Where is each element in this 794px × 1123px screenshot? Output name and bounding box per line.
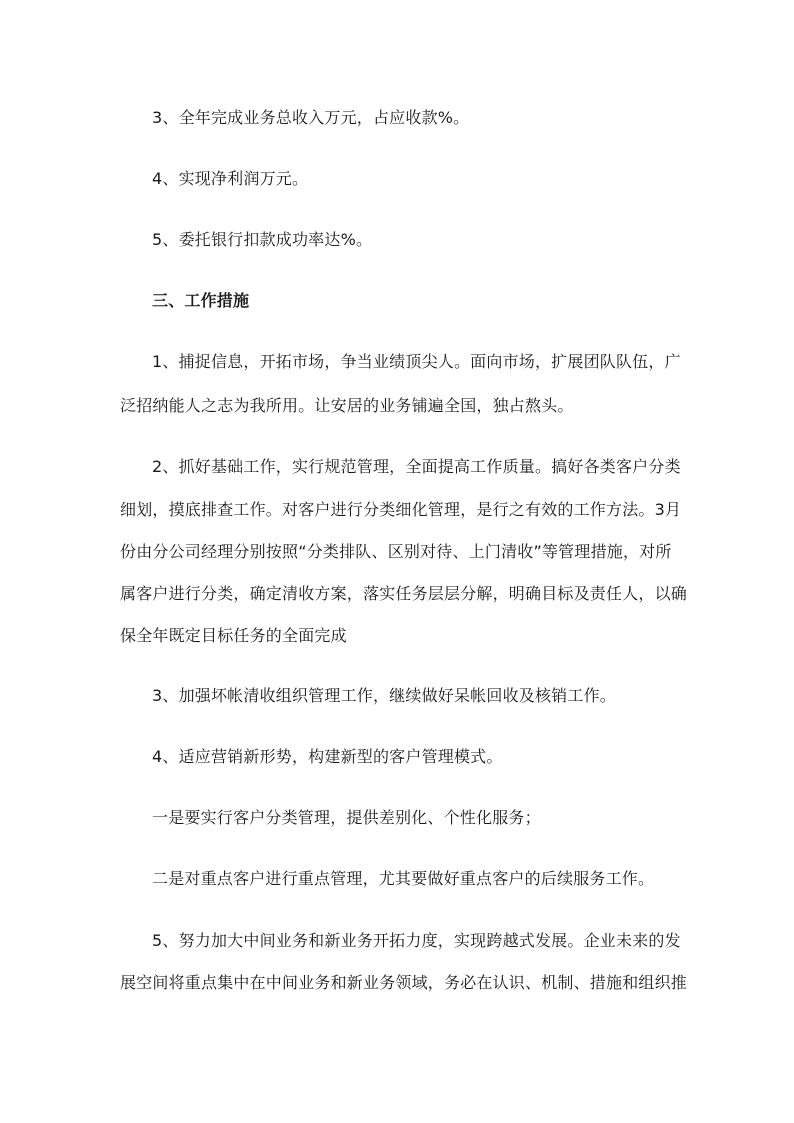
measure-5-line-1: 5、努力加大中间业务和新业务开拓力度，实现跨越式发展。企业未来的发 [152, 931, 681, 950]
goal-item-4: 4、实现净利润万元。 [152, 169, 309, 188]
measure-2-line-3: 份由分公司经理分别按照“分类排队、区别对待、上门清收”等管理措施，对所 [120, 542, 672, 561]
measure-2-line-4: 属客户进行分类，确定清收方案，落实任务层层分解，明确目标及责任人，以确 [120, 584, 688, 603]
section-heading: 三、工作措施 [152, 291, 250, 310]
measure-4-point-2: 二是对重点客户进行重点管理，尤其要做好重点客户的后续服务工作。 [152, 869, 655, 888]
measure-1-line-1: 1、捕捉信息，开拓市场，争当业绩顶尖人。面向市场，扩展团队队伍，广 [152, 352, 681, 371]
measure-3: 3、加强坏帐清收组织管理工作，继续做好呆帐回收及核销工作。 [152, 686, 616, 705]
measure-2-line-2: 细划，摸底排查工作。对客户进行分类细化管理，是行之有效的工作方法。3月 [120, 500, 682, 519]
measure-5-line-2: 展空间将重点集中在中间业务和新业务领域，务必在认识、机制、措施和组织推 [120, 973, 688, 992]
goal-item-3: 3、全年完成业务总收入万元，占应收款%。 [152, 108, 470, 127]
measure-2-line-5: 保全年既定目标任务的全面完成 [120, 626, 347, 645]
measure-1-line-2: 泛招纳能人之志为我所用。让安居的业务铺遍全国，独占熬头。 [120, 396, 574, 415]
goal-item-5: 5、委托银行扣款成功率达%。 [152, 230, 373, 249]
measure-2-line-1: 2、抓好基础工作，实行规范管理，全面提高工作质量。搞好各类客户分类 [152, 457, 681, 476]
measure-4-point-1: 一是要实行客户分类管理，提供差别化、个性化服务； [152, 808, 541, 827]
measure-4: 4、适应营销新形势，构建新型的客户管理模式。 [152, 747, 503, 766]
